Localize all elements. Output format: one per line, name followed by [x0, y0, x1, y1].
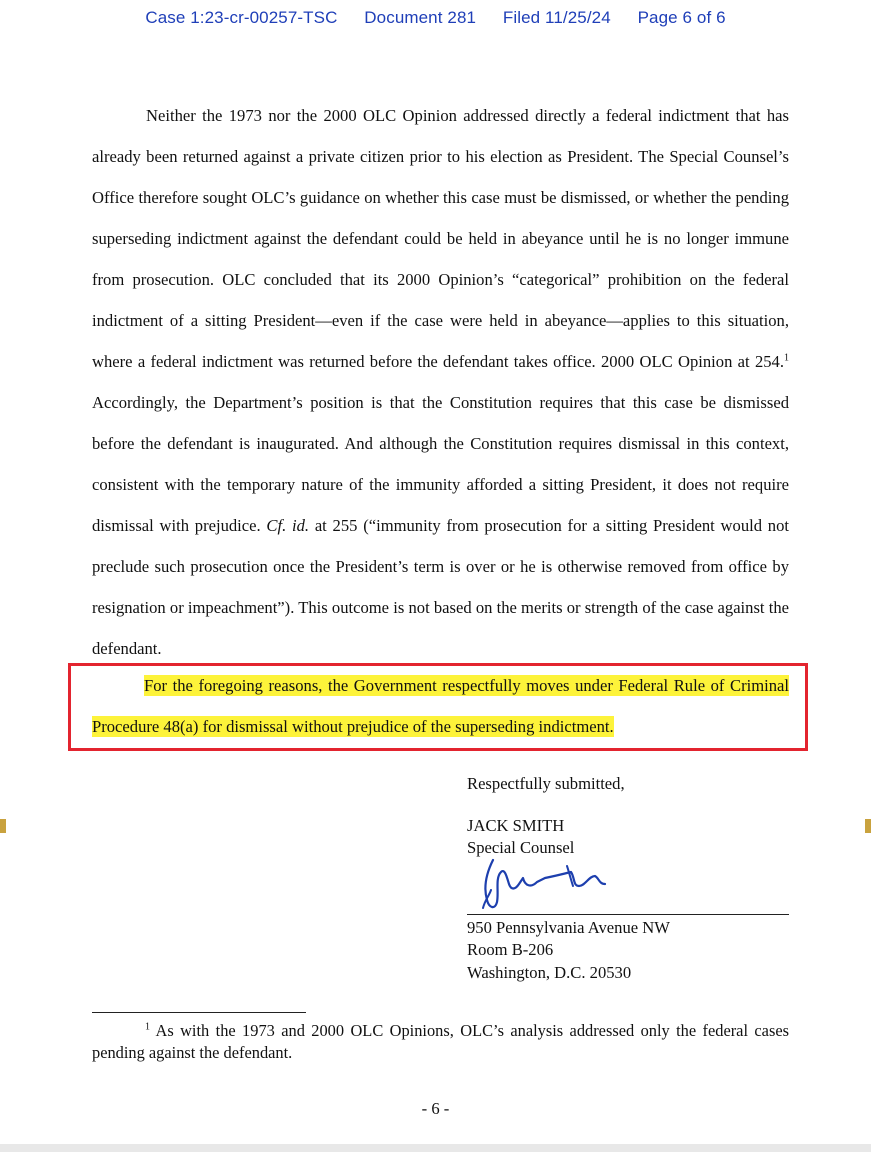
page-number: - 6 -	[421, 1099, 450, 1118]
address-line-3: Washington, D.C. 20530	[467, 963, 632, 982]
footnote-text: As with the 1973 and 2000 OLC Opinions, OLC’s analysis addressed only the federal cases pending against the defendant.	[92, 1021, 789, 1062]
address-line-1: 950 Pennsylvania Avenue NW	[467, 918, 670, 937]
signer-name: JACK SMITH	[467, 816, 565, 835]
footnote-reference[interactable]: 1	[784, 352, 789, 364]
conclusion-paragraph	[92, 665, 789, 747]
case-number: Case 1:23-cr-00257-TSC	[145, 8, 338, 27]
highlighted-text: For the foregoing reasons, the Government respectfully moves under Federal Rule of Criminal Procedure 48(a) for dismissal without prejudice of the superseding indictment.	[92, 676, 789, 736]
page-indicator: Page 6 of 6	[637, 8, 726, 27]
footnote	[92, 1020, 789, 1064]
page-bottom-edge	[0, 1144, 871, 1152]
paragraph-part-3: at 255 (“immunity from prosecution for a sitting President would not preclude such prosecution once the President’s term is over or he is otherwise removed from office by resignation or impeachment”). This outcome is not based on the merits or strength of the case against the defendant.	[92, 516, 789, 658]
document-number: Document 281	[364, 8, 477, 27]
footnote-number: 1	[145, 1021, 150, 1033]
address-line-2: Room B-206	[467, 940, 554, 959]
paragraph-part-1: Neither the 1973 nor the 2000 OLC Opinion addressed directly a federal indictment that has already been returned against a private citizen prior to his election as President. The Special Counsel’s Office therefore sought OLC’s guidance on whether this case must be dismissed, or whether the pending superseding indictment against the defendant could be held in abeyance until he is no longer immune from prosecution. OLC concluded that its 2000 Opinion’s “categorical” prohibition on the federal indictment of a sitting President—even if the case were held in abeyance—applies to this situation, where a federal indictment was returned before the defendant takes office. 2000 OLC Opinion at 254.	[92, 106, 789, 371]
signer-title: Special Counsel	[467, 838, 575, 857]
ecf-header	[0, 8, 871, 28]
closing: Respectfully submitted,	[467, 774, 625, 793]
handwritten-signature	[471, 856, 611, 916]
paragraph-part-2: Accordingly, the Department’s position is that the Constitution requires that this case be dismissed before the defendant is inaugurated. And although the Constitution requires dismissal in this context, consistent with the temporary nature of the immunity afforded a sitting President, it does not require dismissal with prejudice.	[92, 393, 789, 535]
main-paragraph	[92, 95, 789, 669]
citation-italic: Cf. id.	[266, 516, 310, 535]
signature-line	[467, 914, 789, 915]
right-page-marker	[865, 819, 871, 833]
left-page-marker	[0, 819, 6, 833]
filed-date: Filed 11/25/24	[502, 8, 611, 27]
footnote-rule	[92, 1012, 306, 1013]
